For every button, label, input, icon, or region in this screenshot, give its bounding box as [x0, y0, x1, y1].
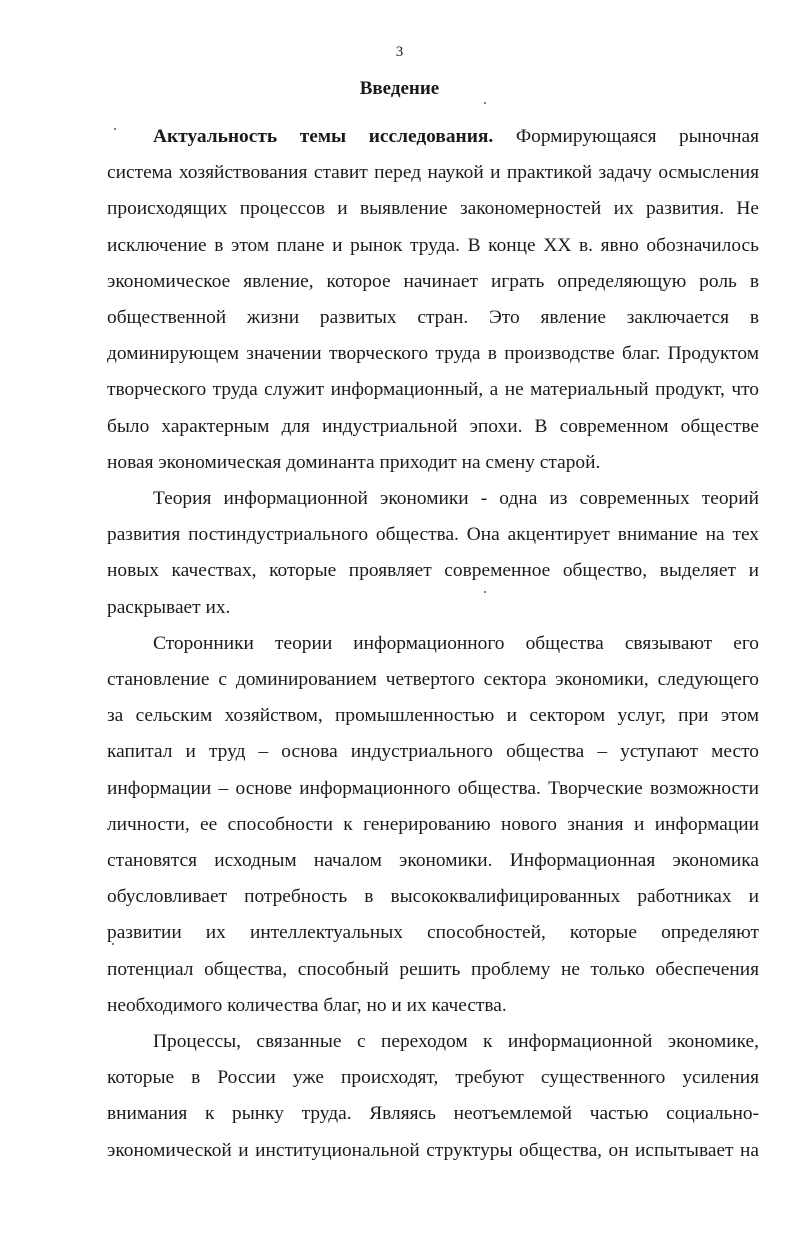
paragraph-3-line: развитии их интеллектуальных способностей, которые определяют	[107, 922, 759, 944]
paragraph-4-line: которые в России уже происходят, требуют существенного усиления	[107, 1067, 759, 1089]
paragraph-1-lead: Актуальность темы исследования.	[153, 126, 494, 147]
paragraph-3-line: личности, ее способности к генерированию нового знания и информации	[107, 813, 759, 835]
scan-speck	[484, 591, 486, 593]
paragraph-2-line: развития постиндустриального общества. Она акцентирует внимание на тех	[107, 524, 759, 546]
paragraph-1-line: было характерным для индустриальной эпохи. В современном обществе	[107, 415, 759, 437]
paragraph-1-line: происходящих процессов и выявление закономерностей их развития. Не	[107, 198, 759, 220]
page-title: Введение	[359, 78, 440, 99]
paragraph-2-line: Теория информационной экономики - одна из современных теорий	[153, 488, 759, 510]
scan-speck	[114, 128, 116, 130]
document-body	[107, 119, 759, 1169]
paragraph-3-line: обусловливает потребность в высококвалифицированных работниках и	[107, 886, 759, 908]
paragraph-1-line: общественной жизни развитых стран. Это явление заключается в	[107, 307, 759, 329]
paragraph-1-line: система хозяйствования ставит перед наукой и практикой задачу осмысления	[107, 162, 759, 184]
paragraph-4-line: внимания к рынку труда. Являясь неотъемлемой частью социально-	[107, 1103, 759, 1125]
scan-speck	[112, 943, 114, 945]
paragraph-1-line-1-text: Формирующаяся рыночная	[493, 126, 760, 147]
paragraph-1-line: творческого труда служит информационный, а не материальный продукт, что	[107, 379, 759, 401]
paragraph-1-line: экономическое явление, которое начинает играть определяющую роль в	[107, 270, 759, 292]
paragraph-1-line: доминирующем значении творческого труда в производстве благ. Продуктом	[107, 343, 759, 365]
paragraph-1-line: исключение в этом плане и рынок труда. В конце XX в. явно обозначилось	[107, 234, 759, 256]
paragraph-2-line: новых качествах, которые проявляет современное общество, выделяет и	[107, 560, 759, 582]
paragraph-1-line-1	[107, 119, 759, 155]
paragraph-3-line: потенциал общества, способный решить проблему не только обеспечения	[107, 958, 759, 980]
page-number: 3	[395, 44, 404, 60]
paragraph-1-line: новая экономическая доминанта приходит на смену старой.	[107, 451, 601, 473]
paragraph-3-line: капитал и труд – основа индустриального общества – уступают место	[107, 741, 759, 763]
paragraph-3-line: становление с доминированием четвертого сектора экономики, следующего	[107, 669, 759, 691]
paragraph-3-line: становятся исходным началом экономики. Информационная экономика	[107, 850, 759, 872]
paragraph-3-line: информации – основе информационного общества. Творческие возможности	[107, 777, 759, 799]
paragraph-3-line: необходимого количества благ, но и их качества.	[107, 994, 507, 1016]
paragraph-2-line: раскрывает их.	[107, 596, 231, 618]
paragraph-4-line: экономической и институциональной структуры общества, он испытывает на	[107, 1139, 759, 1161]
paragraph-3-line: Сторонники теории информационного общества связывают его	[153, 632, 759, 654]
scan-speck	[484, 102, 486, 104]
paragraph-3-line: за сельским хозяйством, промышленностью и сектором услуг, при этом	[107, 705, 759, 727]
paragraph-4-line: Процессы, связанные с переходом к информационной экономике,	[153, 1031, 759, 1053]
